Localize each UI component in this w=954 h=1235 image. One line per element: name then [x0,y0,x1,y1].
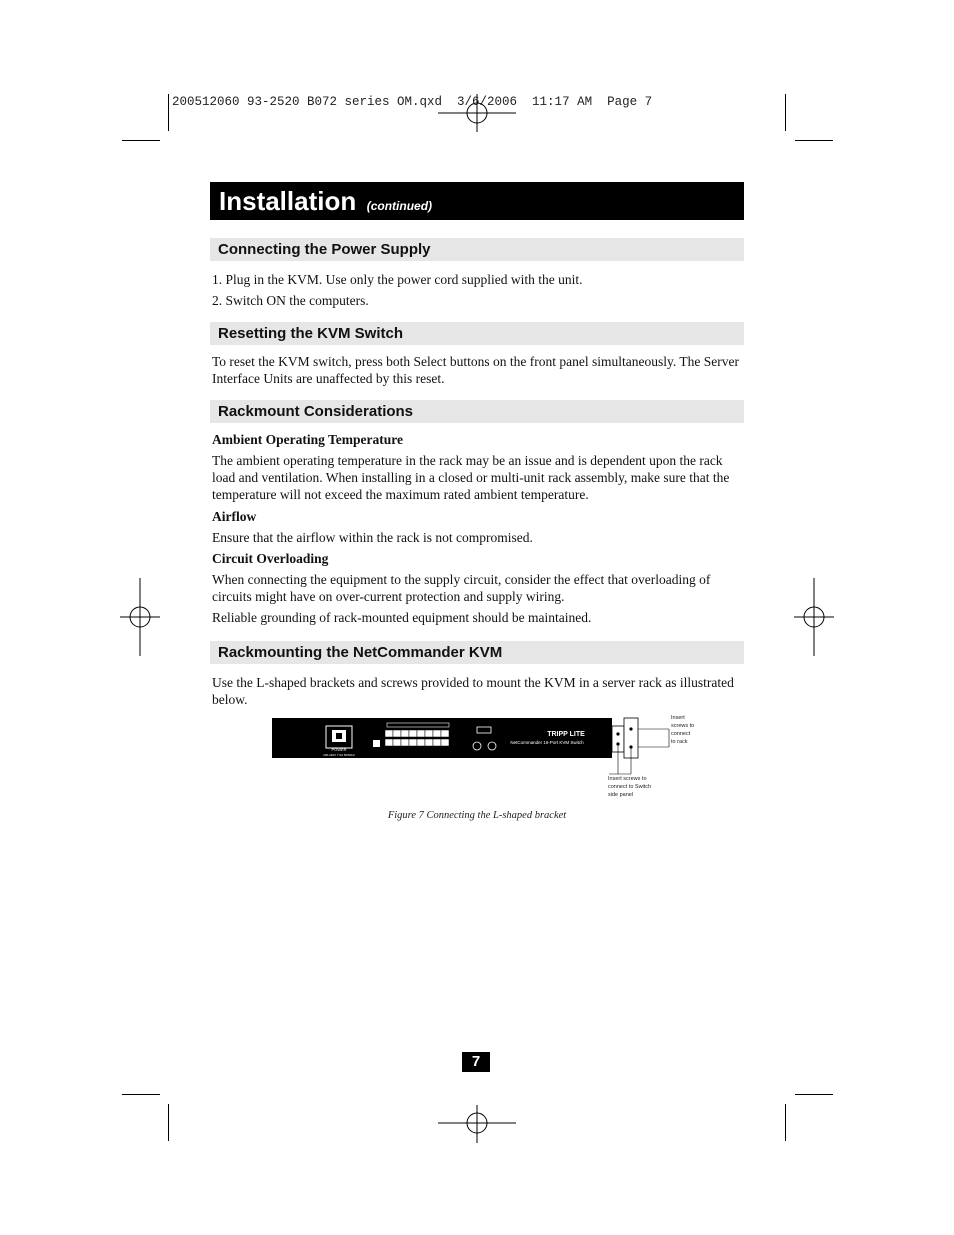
section-heading-rackmount: Rackmount Considerations [210,400,744,423]
airflow-paragraph: Ensure that the airflow within the rack is not compromised. [212,530,533,545]
registration-mark-icon [438,1103,516,1143]
overload-paragraph: When connecting the equipment to the supply circuit, consider the effect that overloading of circuits might have on over-current protection and supply wiring. [212,572,711,604]
callout-side-line: connect to Switch [608,784,652,790]
figure-model: NetCommander 16-Port KVM Switch [510,740,584,745]
registration-mark-icon [120,578,160,656]
crop-mark [168,1104,169,1141]
callout-side-line: Insert screws to [608,776,647,782]
crop-mark [795,140,833,141]
figure-brand: TRIPP LITE [547,731,585,738]
page-title [210,182,744,220]
power-label: POWER [331,747,347,752]
subheading-airflow: Airflow [212,509,257,524]
callout-rack-line: screws to [671,723,695,729]
power-rating: 100-240V 7.5A 50/60Hz [323,753,355,757]
mounting-paragraph: Use the L-shaped brackets and screws provided to mount the KVM in a server rack as illustrated below. [212,675,734,707]
figure-caption: Figure 7 Connecting the L-shaped bracket [387,810,567,821]
list-item: 2. Switch ON the computers. [212,293,369,308]
title-subtitle: (continued) [366,199,433,213]
section-heading-reset: Resetting the KVM Switch [210,322,744,345]
section-heading-mounting: Rackmounting the NetCommander KVM [210,641,744,664]
callout-rack-line: connect [671,731,691,737]
list-item: 1. Plug in the KVM. Use only the power cord supplied with the unit. [212,272,583,287]
grounding-paragraph: Reliable grounding of rack-mounted equipment should be maintained. [212,610,592,625]
svg-text:Insert screws to conne [671,715,696,745]
callout-rack-line: to rack [671,739,688,745]
callout-side-line: side panel [608,792,634,798]
subheading-overload: Circuit Overloading [212,551,329,566]
file-slug-line: 200512060 93-2520 B072 series OM.qxd 3/6/2006 11:17 AM Page 7 [172,95,653,109]
svg-text:Insert screws to connect t [608,776,653,798]
subheading-ambient: Ambient Operating Temperature [212,432,403,447]
registration-mark-icon [794,578,834,656]
crop-mark [785,1104,786,1141]
callout-rack-line: Insert [671,715,685,721]
title-main: Installation [219,186,357,216]
crop-mark [122,140,160,141]
section-heading-power: Connecting the Power Supply [210,238,744,261]
crop-mark [168,94,169,131]
ambient-paragraph: The ambient operating temperature in the rack may be an issue and is dependent upon the rack load and ventilation. When installing in a closed or multi-unit rack assembly, make sure that the temperature will not exceed the maximum rated ambient temperature. [212,453,730,502]
crop-mark [122,1094,160,1095]
page-number: 7 [462,1052,490,1072]
crop-mark [795,1094,833,1095]
crop-mark [785,94,786,131]
kvm-bracket-illustration [270,712,710,807]
reset-paragraph: To reset the KVM switch, press both Select buttons on the front panel simultaneously. The Server Interface Units are unaffected by this reset. [212,354,739,386]
